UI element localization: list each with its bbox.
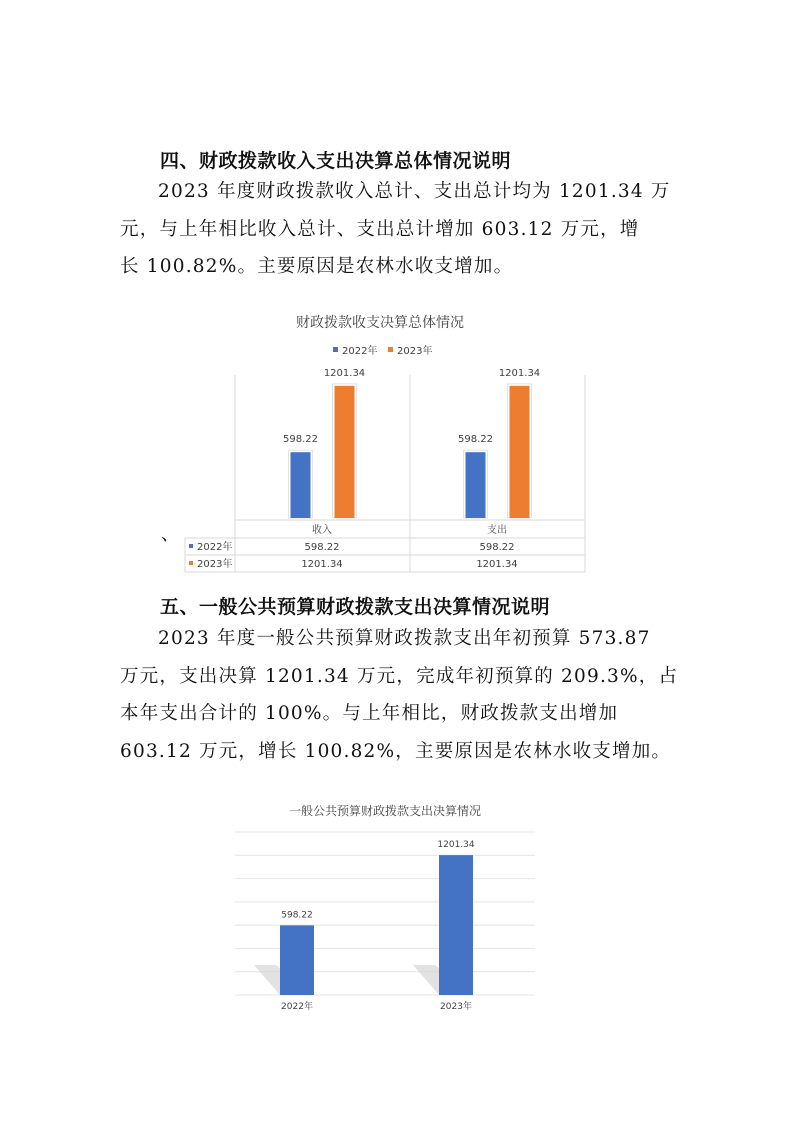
table-header-income: 收入 xyxy=(312,525,332,536)
bar-2022年 xyxy=(280,925,314,995)
bar-2022年-收入 xyxy=(291,452,311,518)
section5-heading: 五、一般公共预算财政拨款支出决算情况说明 xyxy=(160,596,551,618)
bar-value-label: 598.22 xyxy=(281,910,313,921)
paragraph-line: 本年支出合计的 100%。与上年相比，财政拨款支出增加 xyxy=(120,703,619,724)
legend-swatch-2022 xyxy=(333,347,338,352)
paragraph-line: 2023 年度财政拨款收入总计、支出总计均为 1201.34 万 xyxy=(158,181,671,202)
bar-value-label: 1201.34 xyxy=(437,840,475,851)
bar-value-label: 1201.34 xyxy=(323,367,366,379)
table-header-expense: 支出 xyxy=(487,525,507,536)
bar-value-label: 598.22 xyxy=(283,434,318,446)
chart1-title: 财政拨款收支决算总体情况 xyxy=(296,315,464,331)
bar-2023年-收入 xyxy=(335,386,355,518)
section4-paragraph xyxy=(120,173,680,286)
section5-paragraph xyxy=(120,620,680,770)
stray-punctuation-mark: 、 xyxy=(161,524,179,545)
table-swatch-2022 xyxy=(189,544,193,548)
chart-general-budget-expense xyxy=(230,795,560,1020)
x-tick-label: 2022年 xyxy=(281,1002,313,1012)
table-cell: 1201.34 xyxy=(301,559,343,570)
chart1-legend xyxy=(333,344,432,357)
paragraph-line: 长 100.82%。主要原因是农林水收支增加。 xyxy=(120,256,514,277)
table-swatch-2023 xyxy=(189,561,193,565)
x-tick-label: 2023年 xyxy=(440,1002,472,1012)
table-cell: 598.22 xyxy=(304,542,340,553)
legend-label-2022: 2022年 xyxy=(342,346,378,357)
bar-value-label: 598.22 xyxy=(458,434,493,446)
chart2-title: 一般公共预算财政拨款支出决算情况 xyxy=(288,804,482,818)
table-cell: 1201.34 xyxy=(476,559,518,570)
bar-value-label: 1201.34 xyxy=(498,367,541,379)
chart-budget-overview xyxy=(180,305,600,575)
bar-2023年-支出 xyxy=(510,386,530,518)
paragraph-line: 元，与上年相比收入总计、支出总计增加 603.12 万元，增 xyxy=(120,218,640,240)
legend-label-2023: 2023年 xyxy=(397,346,433,357)
bar-2022年-支出 xyxy=(466,452,486,518)
paragraph-line: 2023 年度一般公共预算财政拨款支出年初预算 573.87 xyxy=(158,628,651,649)
section4-heading: 四、财政拨款收入支出决算总体情况说明 xyxy=(160,150,512,172)
table-rowlabel-2023: 2023年 xyxy=(197,559,233,570)
bar-2023年 xyxy=(439,855,473,995)
legend-swatch-2023 xyxy=(388,347,393,352)
table-rowlabel-2022: 2022年 xyxy=(197,542,233,553)
paragraph-line: 603.12 万元，增长 100.82%，主要原因是农林水收支增加。 xyxy=(120,740,672,762)
table-cell: 598.22 xyxy=(479,542,515,553)
paragraph-line: 万元，支出决算 1201.34 万元，完成年初预算的 209.3%，占 xyxy=(120,665,679,687)
